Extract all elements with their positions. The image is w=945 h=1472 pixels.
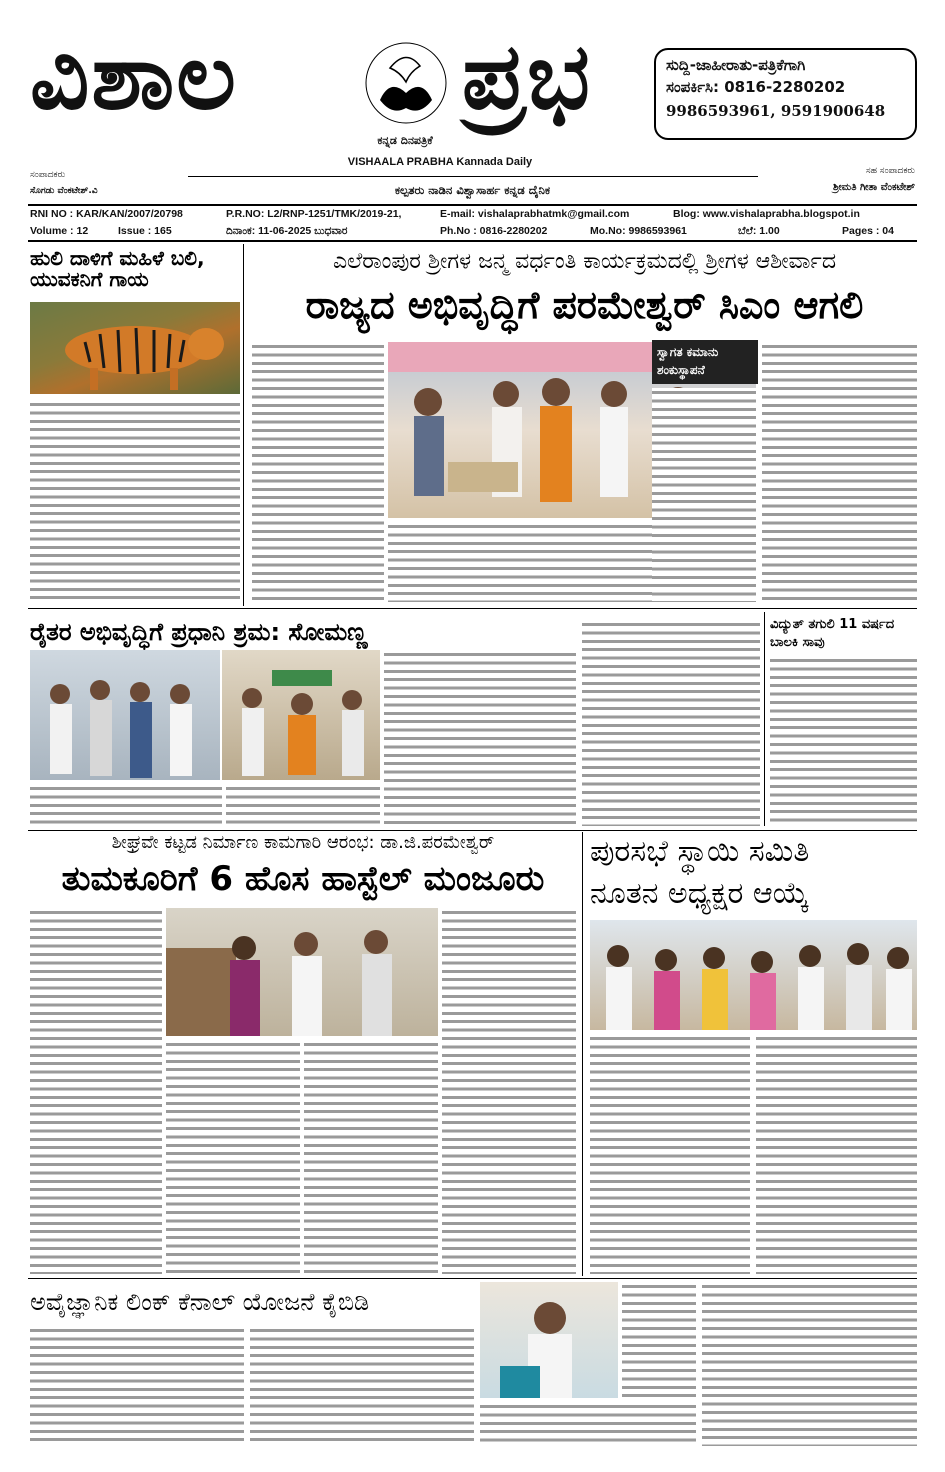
tiger-photo (30, 302, 240, 394)
electric-story-text (770, 656, 917, 826)
farmers-photo (30, 650, 220, 780)
welcome-arch-title: ಸ್ವಾಗತ ಕಮಾನು ಶಂಕುಸ್ಥಾಪನೆ (657, 345, 719, 377)
farmers-headline: ರೈತರ ಅಭಿವೃದ್ಧಿಗೆ ಪ್ರಧಾನಿ ಶ್ರಮ: ಸೋಮಣ್ಣ (30, 618, 368, 646)
hostel-photo (166, 908, 438, 1036)
dove-logo (360, 38, 452, 128)
hostel-story-col-1 (30, 908, 162, 1274)
lead-headline: ರಾಜ್ಯದ ಅಭಿವೃದ್ಧಿಗೆ ಪರಮೇಶ್ವರ್ ಸಿಎಂ ಆಗಲಿ (305, 283, 864, 327)
hostel-story-col-3 (304, 1040, 438, 1274)
council-headline-1: ಪುರಸಭೆ ಸ್ಥಾಯಿ ಸಮಿತಿ (590, 834, 810, 869)
council-story-col-1 (590, 1034, 750, 1274)
electric-headline: ವಿದ್ಯುತ್ ತಗುಲಿ 11 ವರ್ಷದ ಬಾಲಕಿ ಸಾವು (770, 617, 895, 650)
farmers-story-text (226, 784, 380, 826)
contact-line-2: ಸಂಪರ್ಕಿಸಿ: 0816-2280202 (666, 78, 846, 96)
pr-number: P.R.NO: L2/RNP-1251/TMK/2019-21, (226, 208, 402, 220)
lead-kicker: ಎಲೆರಾಂಪುರ ಶ್ರೀಗಳ ಜನ್ಮ ವರ್ಧಂತಿ ಕಾರ್ಯಕ್ರಮದಲ್ಲಿ ಶ್ರೀಗಳ ಆಶೀರ್ವಾದ (332, 249, 837, 274)
rni-number: RNI NO : KAR/KAN/2007/20798 (30, 208, 183, 220)
contact-box (654, 48, 917, 140)
tagline-english: VISHAALA PRABHA Kannada Daily (347, 156, 533, 168)
motto: ಕಲ್ಪತರು ನಾಡಿನ ವಿಶ್ವಾಸಾರ್ಹ ಕನ್ನಡ ದೈನಿಕ (394, 183, 551, 197)
council-story-col-2 (756, 1034, 917, 1274)
speaker-photo (480, 1282, 618, 1398)
pages: Pages : 04 (842, 225, 894, 237)
canal-story-col-4 (622, 1282, 696, 1400)
masthead-title-left: ವಿಶಾಲ (30, 22, 238, 130)
tagline-kannada: ಕನ್ನಡ ದಿನಪತ್ರಿಕೆ (377, 134, 433, 147)
lead-story-col-3 (762, 342, 917, 602)
editor-label: ಸಂಪಾದಕರು (30, 170, 66, 180)
canal-story-col-5 (702, 1282, 917, 1446)
farmers-story-col-2 (384, 650, 576, 826)
blog: Blog: www.vishalaprabha.blogspot.in (673, 208, 860, 220)
council-headline-2: ನೂತನ ಅಧ್ಯಕ್ಷರ ಆಯ್ಕೆ (590, 876, 809, 911)
canal-story-col-3 (480, 1402, 696, 1446)
canal-story-col-2 (250, 1326, 474, 1446)
mobile: Mo.No: 9986593961 (590, 225, 687, 237)
canal-story-col-1 (30, 1326, 244, 1446)
contact-line-3: 9986593961, 9591900648 (666, 102, 886, 120)
tiger-headline: ಹುಲಿ ದಾಳಿಗೆ ಮಹಿಳೆ ಬಲಿ, ಯುವಕನಿಗೆ ಗಾಯ (30, 246, 205, 291)
farmers-caption (30, 784, 222, 826)
volume: Volume : 12 (30, 225, 89, 237)
coeditor-name: ಶ್ರೀಮತಿ ಗೀತಾ ವೆಂಕಟೇಶ್ (832, 182, 915, 193)
farmers-story-col-3 (582, 620, 760, 826)
masthead-title-right: ಪ್ರಭ (462, 22, 592, 130)
motto-rule (188, 176, 758, 177)
welcome-arch-text (652, 388, 756, 602)
hostel-story-col-2 (166, 1040, 300, 1274)
canal-headline: ಅವೈಜ್ಞಾನಿಕ ಲಿಂಕ್ ಕೆನಾಲ್ ಯೋಜನೆ ಕೈಬಿಡಿ (30, 1288, 370, 1316)
coeditor-label: ಸಹ ಸಂಪಾದಕರು (865, 166, 915, 176)
ceremony-photo (222, 650, 380, 780)
hostel-story-col-4 (442, 908, 576, 1274)
hostel-headline: ತುಮಕೂರಿಗೆ 6 ಹೊಸ ಹಾಸ್ಟೆಲ್ ಮಂಜೂರು (61, 859, 545, 899)
contact-line-1: ಸುದ್ದಿ-ಜಾಹೀರಾತು-ಪತ್ರಿಕೆಗಾಗಿ (666, 56, 806, 74)
phone: Ph.No : 0816-2280202 (440, 225, 548, 237)
issue: Issue : 165 (118, 225, 172, 237)
lead-story-col-1 (252, 342, 384, 602)
email: E-mail: vishalaprabhatmk@gmail.com (440, 208, 630, 220)
editor-name: ಸೊಗಡು ವೆಂಕಟೇಶ್.ವಿ (30, 186, 98, 196)
date: ದಿನಾಂಕ: 11-06-2025 ಬುಧವಾರ (226, 225, 348, 237)
council-photo (590, 920, 917, 1030)
tiger-story-text (30, 400, 240, 602)
hostel-kicker: ಶೀಘ್ರವೇ ಕಟ್ಟಡ ನಿರ್ಮಾಣ ಕಾಮಗಾರಿ ಆರಂಭ: ಡಾ.ಜಿ.ಪರಮೇಶ್ವರ್ (111, 832, 495, 853)
welcome-arch-box (652, 340, 758, 384)
price: ಬೆಲೆ: 1.00 (738, 225, 780, 237)
